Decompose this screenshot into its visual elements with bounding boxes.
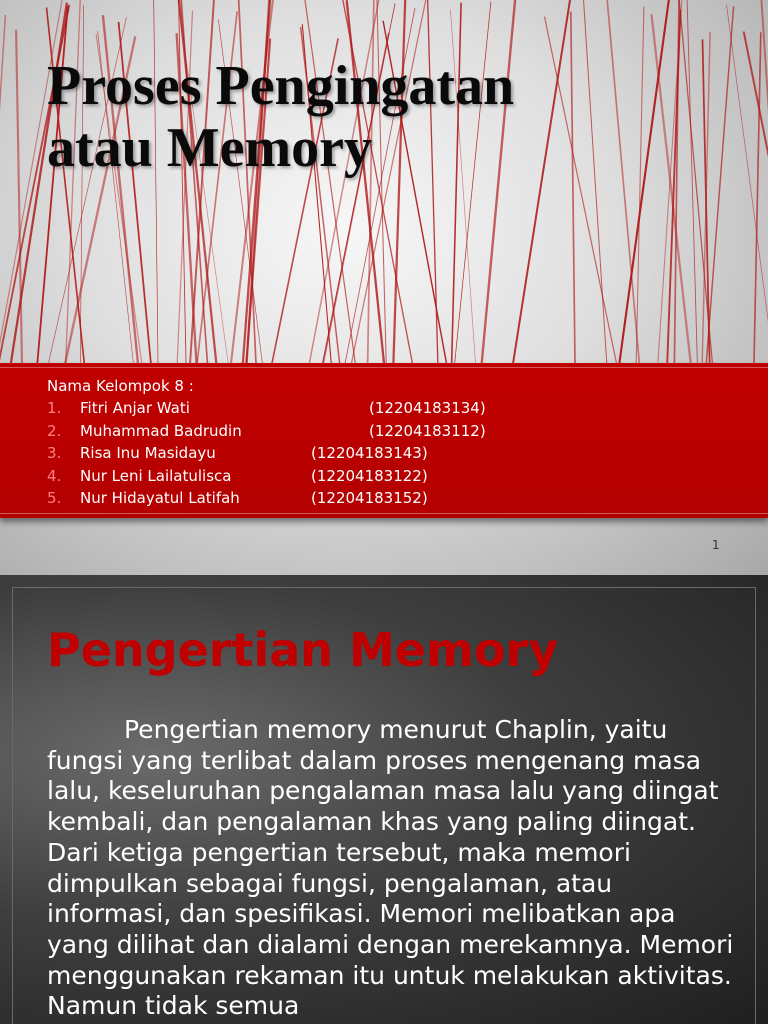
decorative-line	[744, 32, 768, 370]
presentation-title	[47, 55, 747, 179]
decorative-line	[761, 0, 768, 370]
page-number: 1	[712, 538, 720, 552]
member-name: Risa Inu Masidayu	[80, 444, 216, 462]
member-row	[0, 444, 768, 466]
band-bottom-rule	[0, 513, 768, 514]
group-label: Nama Kelompok 8 :	[47, 377, 194, 395]
title-line-2: atau Memory	[47, 117, 373, 179]
member-row	[0, 422, 768, 444]
member-name: Nur Hidayatul Latifah	[80, 489, 240, 507]
member-row	[0, 489, 768, 511]
member-nim: (12204183152)	[311, 489, 428, 507]
member-nim: (12204183143)	[311, 444, 428, 462]
member-number: 3.	[47, 444, 62, 462]
member-number: 4.	[47, 467, 62, 485]
member-name: Muhammad Badrudin	[80, 422, 242, 440]
member-number: 1.	[47, 399, 62, 417]
member-name: Nur Leni Lailatulisca	[80, 467, 232, 485]
member-name: Fitri Anjar Wati	[80, 399, 190, 417]
member-nim: (12204183134)	[369, 399, 486, 417]
member-number: 5.	[47, 489, 62, 507]
member-nim: (12204183122)	[311, 467, 428, 485]
body-paragraph: Pengertian memory menurut Chaplin, yaitu fungsi yang terlibat dalam proses mengenang masa lalu, keseluruhan pengalaman masa lalu yang diingat kembali, dan pengalaman khas yang paling diingat. Dari ketiga pengertian tersebut, maka memori dimpulkan sebagai fungsi, pengalaman, atau informasi, dan spesifikasi. Memori melibatkan apa yang dilihat dan dialami dengan merekamnya. Memori menggunakan rekaman itu untuk melakukan aktivitas. Namun tidak semua	[47, 715, 734, 1021]
section-heading: Pengertian Memory	[47, 623, 559, 677]
member-number: 2.	[47, 422, 62, 440]
title-line-1: Proses Pengingatan	[47, 55, 515, 117]
member-row	[0, 467, 768, 489]
band-top-rule	[0, 367, 768, 368]
member-row	[0, 399, 768, 421]
content-slide	[0, 575, 768, 1024]
member-nim: (12204183112)	[369, 422, 486, 440]
